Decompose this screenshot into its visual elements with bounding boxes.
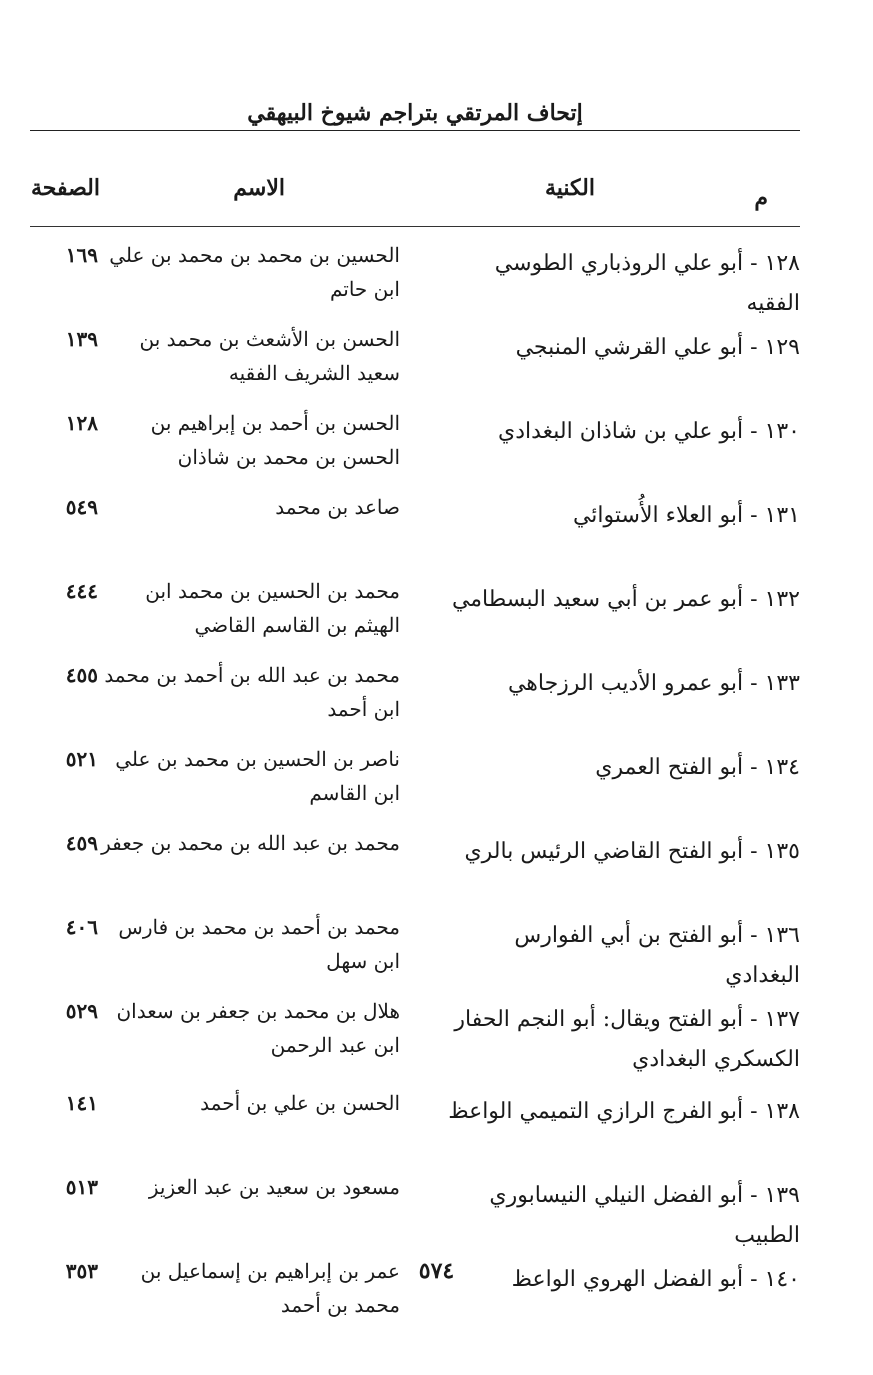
page-cell: ٥١٣ (65, 1175, 98, 1199)
page-cell: ٥٢١ (65, 747, 98, 771)
name-cell: الحسين بن محمد بن محمد بن علي ابن حاتم (109, 243, 400, 301)
kunya-cell: ١٣٥ - أبو الفتح القاضي الرئيس بالري (464, 839, 800, 864)
table-row (30, 490, 800, 574)
page-cell: ١٢٨ (65, 411, 98, 435)
running-title: إتحاف المرتقي بتراجم شيوخ البيهقي (247, 100, 583, 126)
name-cell: الحسن بن علي بن أحمد (200, 1091, 400, 1115)
name-cell: محمد بن الحسين بن محمد ابن الهيثم بن القاسم القاضي (145, 579, 400, 637)
column-header-number: م (754, 185, 768, 211)
page-cell: ٥٤٩ (65, 495, 98, 519)
name-cell: عمر بن إبراهيم بن إسماعيل بن محمد بن أحمد (140, 1259, 400, 1317)
name-cell: مسعود بن سعيد بن عبد العزيز (148, 1175, 400, 1199)
kunya-cell: ١٤٠ - أبو الفضل الهروي الواعظ (511, 1267, 800, 1292)
name-cell: ناصر بن الحسين بن محمد بن علي ابن القاسم (115, 747, 400, 805)
kunya-cell: ١٣٨ - أبو الفرج الرازي التميمي الواعظ (448, 1099, 800, 1124)
name-cell: الحسن بن أحمد بن إبراهيم بن الحسن بن محمد بن شاذان (150, 411, 400, 469)
header-rule (30, 226, 800, 227)
table-row (30, 826, 800, 910)
table-row (30, 1170, 800, 1254)
table-row (30, 238, 800, 322)
table-row (30, 1086, 800, 1170)
table-row (30, 658, 800, 742)
title-rule (30, 130, 800, 131)
kunya-cell: ١٢٩ - أبو علي القرشي المنبجي (515, 335, 800, 360)
page-cell: ٤٥٩ (65, 831, 98, 855)
column-header-page: الصفحة (30, 175, 100, 201)
kunya-cell: ١٣٢ - أبو عمر بن أبي سعيد البسطامي (451, 587, 800, 612)
page-number: ٥٧٤ (418, 1258, 455, 1284)
table-row (30, 574, 800, 658)
name-cell: محمد بن أحمد بن محمد بن فارس ابن سهل (118, 915, 400, 973)
kunya-cell: ١٣٤ - أبو الفتح العمري (595, 755, 800, 780)
entries-table (30, 238, 800, 1338)
page-cell: ٤٥٥ (65, 663, 98, 687)
page-cell: ٣٥٣ (65, 1259, 98, 1283)
table-row (30, 406, 800, 490)
kunya-cell: ١٣٠ - أبو علي بن شاذان البغدادي (497, 419, 800, 444)
kunya-cell: ١٢٨ - أبو علي الروذباري الطوسي الفقيه (494, 251, 800, 316)
kunya-cell: ١٣٧ - أبو الفتح ويقال: أبو النجم الحفار الكسكري البغدادي (454, 1007, 800, 1072)
page-cell: ٤٤٤ (65, 579, 98, 603)
name-cell: صاعد بن محمد (275, 495, 400, 519)
name-cell: محمد بن عبد الله بن أحمد بن محمد ابن أحمد (104, 663, 400, 721)
page-cell: ١٣٩ (65, 327, 98, 351)
table-row (30, 994, 800, 1086)
page-cell: ١٤١ (65, 1091, 98, 1115)
column-header-name: الاسم (233, 175, 285, 201)
kunya-cell: ١٣٦ - أبو الفتح بن أبي الفوارس البغدادي (514, 923, 800, 988)
table-row (30, 910, 800, 994)
kunya-cell: ١٣٩ - أبو الفضل النيلي النيسابوري الطبيب (489, 1183, 800, 1248)
name-cell: هلال بن محمد بن جعفر بن سعدان ابن عبد الرحمن (116, 999, 400, 1057)
kunya-cell: ١٣٣ - أبو عمرو الأديب الرزجاهي (507, 671, 800, 696)
name-cell: الحسن بن الأشعث بن محمد بن سعيد الشريف الفقيه (139, 327, 400, 385)
table-row (30, 742, 800, 826)
column-header-kunya: الكنية (544, 175, 595, 201)
page-cell: ١٦٩ (65, 243, 98, 267)
page-cell: ٥٢٩ (65, 999, 98, 1023)
table-row (30, 322, 800, 406)
name-cell: محمد بن عبد الله بن محمد بن جعفر (101, 831, 400, 855)
kunya-cell: ١٣١ - أبو العلاء الأُستوائي (572, 503, 800, 528)
page-cell: ٤٠٦ (65, 915, 98, 939)
